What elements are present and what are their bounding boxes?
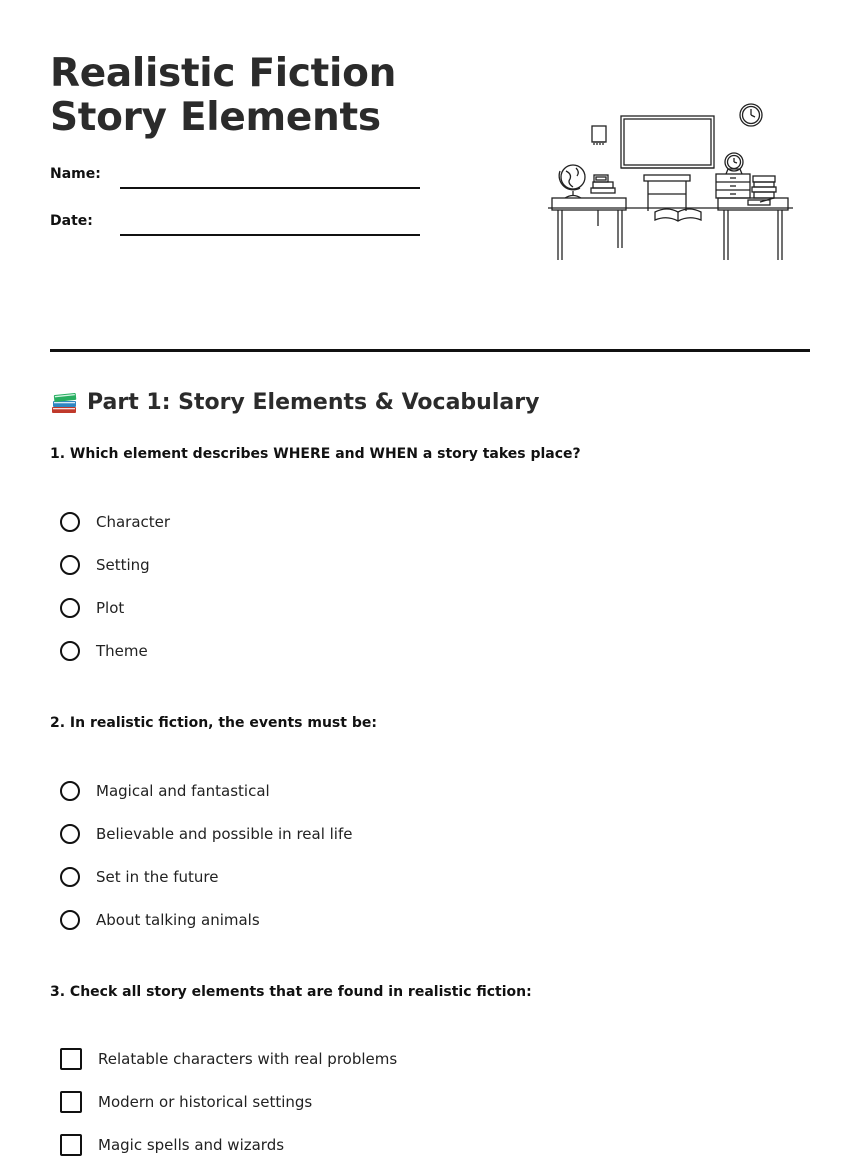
q1-option-plot[interactable] xyxy=(60,595,124,621)
option-label: About talking animals xyxy=(96,911,260,929)
option-label: Plot xyxy=(96,599,125,617)
option-label: Setting xyxy=(96,556,150,574)
q1-option-character[interactable] xyxy=(60,509,170,535)
radio-button[interactable] xyxy=(60,512,80,532)
checkbox[interactable] xyxy=(60,1091,82,1113)
option-label: Character xyxy=(96,513,171,531)
question-3: 3. Check all story elements that are found in realistic fiction: xyxy=(50,984,532,1000)
q2-option-magical[interactable] xyxy=(60,778,270,804)
date-label: Date: xyxy=(50,213,93,229)
section-divider xyxy=(50,349,810,352)
option-label: Set in the future xyxy=(96,868,219,886)
radio-button[interactable] xyxy=(60,867,80,887)
radio-button[interactable] xyxy=(60,781,80,801)
q2-option-future[interactable] xyxy=(60,864,218,890)
q2-option-believable[interactable] xyxy=(60,821,353,847)
part1-heading xyxy=(50,388,539,416)
worksheet-title: Realistic Fiction Story Elements xyxy=(50,51,397,140)
q3-option-settings[interactable] xyxy=(60,1089,312,1115)
question-2: 2. In realistic fiction, the events must be: xyxy=(50,715,377,731)
radio-button[interactable] xyxy=(60,910,80,930)
checkbox[interactable] xyxy=(60,1048,82,1070)
option-label: Magical and fantastical xyxy=(96,782,270,800)
question-1: 1. Which element describes WHERE and WHEN a story takes place? xyxy=(50,446,581,462)
q1-option-theme[interactable] xyxy=(60,638,148,664)
name-field[interactable] xyxy=(120,187,420,189)
q3-option-magic[interactable] xyxy=(60,1132,284,1158)
radio-button[interactable] xyxy=(60,824,80,844)
option-label: Relatable characters with real problems xyxy=(98,1050,398,1068)
option-label: Theme xyxy=(96,642,148,660)
date-field[interactable] xyxy=(120,234,420,236)
option-label: Modern or historical settings xyxy=(98,1093,313,1111)
clock-icon xyxy=(740,104,762,126)
q1-option-setting[interactable] xyxy=(60,552,150,578)
part1-heading-text: Part 1: Story Elements & Vocabulary xyxy=(87,389,540,415)
option-label: Magic spells and wizards xyxy=(98,1136,285,1154)
q2-option-animals[interactable] xyxy=(60,907,260,933)
globe-icon xyxy=(559,165,585,198)
books-icon xyxy=(50,388,78,416)
option-label: Believable and possible in real life xyxy=(96,825,353,843)
q3-option-relatable[interactable] xyxy=(60,1046,397,1072)
checkbox[interactable] xyxy=(60,1134,82,1156)
classroom-illustration xyxy=(548,98,793,264)
radio-button[interactable] xyxy=(60,641,80,661)
radio-button[interactable] xyxy=(60,555,80,575)
radio-button[interactable] xyxy=(60,598,80,618)
name-label: Name: xyxy=(50,166,101,182)
